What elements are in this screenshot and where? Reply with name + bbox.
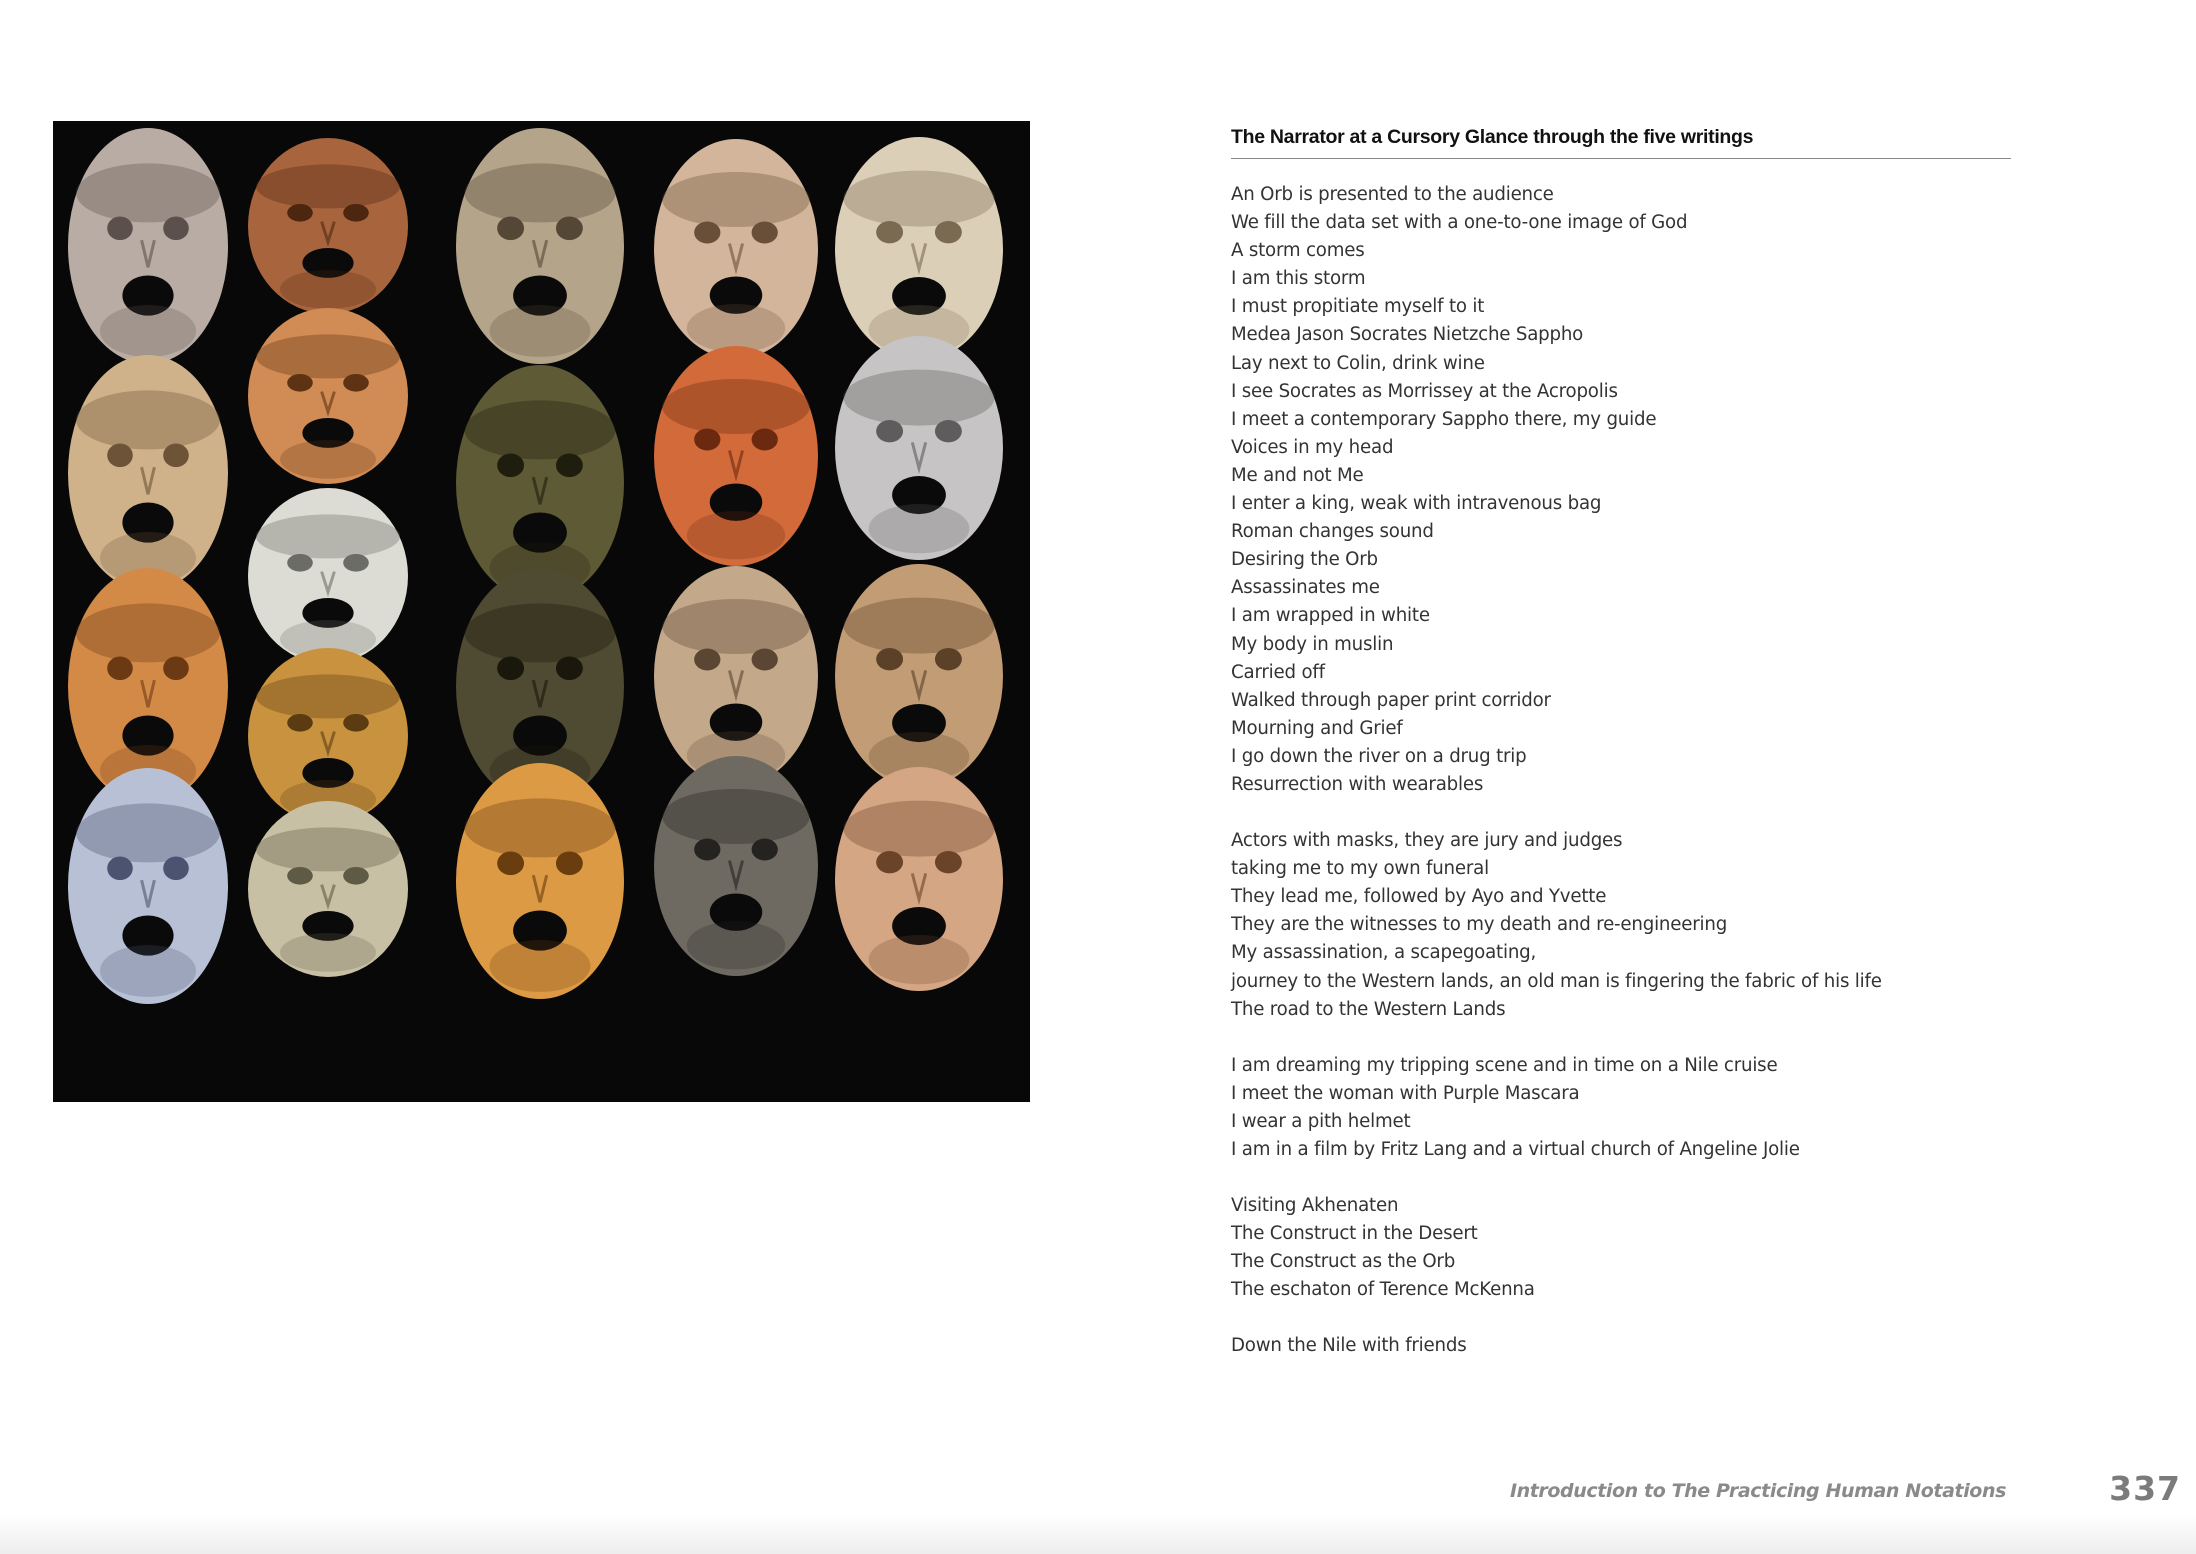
mask-icon: [456, 128, 624, 364]
mask-brow: [843, 598, 994, 654]
mask-icon: [68, 768, 228, 1004]
mask-icon: [248, 488, 408, 664]
mask-brow: [662, 789, 810, 844]
mask-eye-left: [287, 204, 313, 222]
mask-icon: [248, 648, 408, 824]
mask-eye-left: [107, 217, 133, 241]
poem-line: Desiring the Orb: [1231, 549, 1378, 571]
mask-beard: [100, 305, 196, 357]
mask-icon: [835, 767, 1003, 991]
mask-eye-right: [752, 839, 778, 861]
mask-eye-right: [935, 221, 962, 243]
mask-eye-left: [876, 851, 903, 873]
mask-eye-left: [287, 374, 313, 392]
poem-line: The Construct in the Desert: [1231, 1223, 1478, 1245]
poem-stanza: [1231, 1192, 2011, 1304]
poem-line: They are the witnesses to my death and re-engineering: [1231, 914, 1728, 936]
poem-line: Resurrection with wearables: [1231, 773, 1484, 795]
mask-eye-left: [694, 429, 720, 451]
mask-beard: [280, 933, 376, 972]
mask-brow: [662, 599, 810, 654]
mask-eye-left: [876, 221, 903, 243]
poem-line: Down the Nile with friends: [1231, 1335, 1467, 1357]
poem-line: Roman changes sound: [1231, 521, 1434, 543]
mask-icon: [654, 139, 818, 359]
mask-eye-right: [163, 217, 189, 241]
poem-line: Assassinates me: [1231, 577, 1380, 599]
mask-icon: [654, 756, 818, 976]
masks-grid-photo: [53, 121, 1030, 1102]
poem-line: The eschaton of Terence McKenna: [1231, 1279, 1535, 1301]
mask-icon: [248, 138, 408, 314]
mask-beard: [687, 304, 785, 352]
poem-line: Me and not Me: [1231, 464, 1364, 486]
mask-icon: [68, 355, 228, 591]
mask-beard: [280, 270, 376, 309]
mask-beard: [869, 504, 970, 553]
poem-line: My body in muslin: [1231, 633, 1394, 655]
mask-eye-right: [343, 714, 369, 732]
poem-line: The road to the Western Lands: [1231, 998, 1506, 1020]
mask-eye-right: [556, 217, 583, 241]
mask-brow: [256, 334, 400, 378]
poem-line: I meet the woman with Purple Mascara: [1231, 1082, 1580, 1104]
mask-brow: [843, 171, 994, 227]
mask-beard: [869, 935, 970, 984]
mask-eye-right: [752, 429, 778, 451]
mask-brow: [256, 514, 400, 558]
mask-brow: [256, 827, 400, 871]
poem-line: Visiting Akhenaten: [1231, 1195, 1399, 1217]
page-bottom-shadow: [0, 1514, 2196, 1554]
mask-icon: [456, 763, 624, 999]
poem-line: I see Socrates as Morrissey at the Acropolis: [1231, 380, 1618, 402]
mask-eye-left: [694, 649, 720, 671]
poem-line: I am in a film by Fritz Lang and a virtual church of Angeline Jolie: [1231, 1139, 1800, 1160]
mask-brow: [76, 803, 220, 862]
mask-eye-right: [163, 657, 189, 681]
mask-icon: [835, 336, 1003, 560]
text-column: [1231, 126, 2011, 1389]
mask-icon: [835, 137, 1003, 361]
mask-brow: [464, 798, 615, 857]
poem-line: Lay next to Colin, drink wine: [1231, 352, 1485, 374]
poem-line: We fill the data set with a one-to-one image of God: [1231, 212, 1688, 234]
poem-line: Medea Jason Socrates Nietzche Sappho: [1231, 324, 1584, 346]
theatre-masks-image: [53, 121, 1030, 1102]
poem-stanza: [1231, 827, 2011, 1024]
poem-line: journey to the Western lands, an old man is fingering the fabric of his life: [1231, 970, 1882, 992]
mask-eye-left: [876, 420, 903, 442]
mask-eye-right: [752, 222, 778, 244]
poem-line: I am wrapped in white: [1231, 605, 1430, 627]
mask-brow: [256, 164, 400, 208]
poem-line: I wear a pith helmet: [1231, 1110, 1411, 1132]
mask-eye-right: [343, 204, 369, 222]
mask-eye-left: [497, 217, 524, 241]
poem-line: They lead me, followed by Ayo and Yvette: [1231, 886, 1607, 908]
mask-eye-left: [497, 657, 524, 681]
mask-eye-right: [343, 374, 369, 392]
mask-icon: [654, 566, 818, 786]
mask-brow: [464, 603, 615, 662]
mask-eye-left: [107, 857, 133, 881]
poem-line: I enter a king, weak with intravenous bag: [1231, 493, 1602, 515]
poem-line: Mourning and Grief: [1231, 717, 1403, 739]
mask-brow: [464, 163, 615, 222]
mask-eye-left: [287, 554, 313, 572]
mask-eye-right: [935, 648, 962, 670]
poem-line: I meet a contemporary Sappho there, my guide: [1231, 408, 1657, 430]
section-title: The Narrator at a Cursory Glance through the five writings: [1231, 126, 2011, 159]
mask-icon: [68, 128, 228, 364]
mask-beard: [490, 940, 591, 992]
running-title: Introduction to The Practicing Human Notations: [1509, 1480, 2006, 1502]
mask-eye-right: [343, 554, 369, 572]
poem-line: Walked through paper print corridor: [1231, 689, 1551, 711]
mask-eye-right: [343, 867, 369, 885]
mask-brow: [843, 801, 994, 857]
poem-line: I am this storm: [1231, 268, 1366, 290]
poem-stanza: [1231, 1052, 2011, 1164]
mask-eye-right: [935, 420, 962, 442]
mask-brow: [76, 390, 220, 449]
poem-line: I must propitiate myself to it: [1231, 296, 1485, 318]
mask-beard: [280, 440, 376, 479]
mask-beard: [100, 945, 196, 997]
poem-line: I am dreaming my tripping scene and in time on a Nile cruise: [1231, 1054, 1778, 1076]
poem: [1231, 181, 2011, 1361]
poem-line: taking me to my own funeral: [1231, 858, 1489, 880]
mask-brow: [662, 379, 810, 434]
poem-line: A storm comes: [1231, 240, 1365, 262]
mask-eye-left: [694, 222, 720, 244]
mask-eye-right: [556, 852, 583, 876]
page-number: 337: [2109, 1469, 2181, 1508]
mask-eye-left: [694, 839, 720, 861]
mask-brow: [843, 370, 994, 426]
poem-line: An Orb is presented to the audience: [1231, 184, 1554, 205]
mask-eye-left: [287, 867, 313, 885]
mask-brow: [464, 400, 615, 459]
poem-line: Carried off: [1231, 661, 1325, 683]
mask-eye-left: [876, 648, 903, 670]
mask-icon: [456, 365, 624, 601]
poem-stanza: [1231, 181, 2011, 799]
poem-stanza: [1231, 1332, 2011, 1360]
mask-beard: [687, 921, 785, 969]
mask-eye-right: [163, 444, 189, 468]
mask-eye-left: [107, 657, 133, 681]
mask-brow: [662, 172, 810, 227]
mask-eye-left: [287, 714, 313, 732]
mask-beard: [687, 511, 785, 559]
mask-eye-right: [752, 649, 778, 671]
mask-icon: [654, 346, 818, 566]
poem-line: Actors with masks, they are jury and judges: [1231, 830, 1623, 852]
mask-eye-right: [935, 851, 962, 873]
mask-icon: [248, 801, 408, 977]
poem-line: My assassination, a scapegoating,: [1231, 942, 1537, 964]
mask-eye-left: [107, 444, 133, 468]
mask-eye-right: [556, 454, 583, 478]
mask-icon: [248, 308, 408, 484]
mask-brow: [256, 674, 400, 718]
mask-eye-left: [497, 454, 524, 478]
poem-line: Voices in my head: [1231, 436, 1394, 458]
mask-brow: [76, 163, 220, 222]
mask-brow: [76, 603, 220, 662]
poem-line: I go down the river on a drug trip: [1231, 745, 1527, 767]
mask-eye-right: [163, 857, 189, 881]
mask-icon: [835, 564, 1003, 788]
mask-eye-left: [497, 852, 524, 876]
mask-eye-right: [556, 657, 583, 681]
poem-line: The Construct as the Orb: [1231, 1251, 1456, 1273]
mask-beard: [490, 305, 591, 357]
